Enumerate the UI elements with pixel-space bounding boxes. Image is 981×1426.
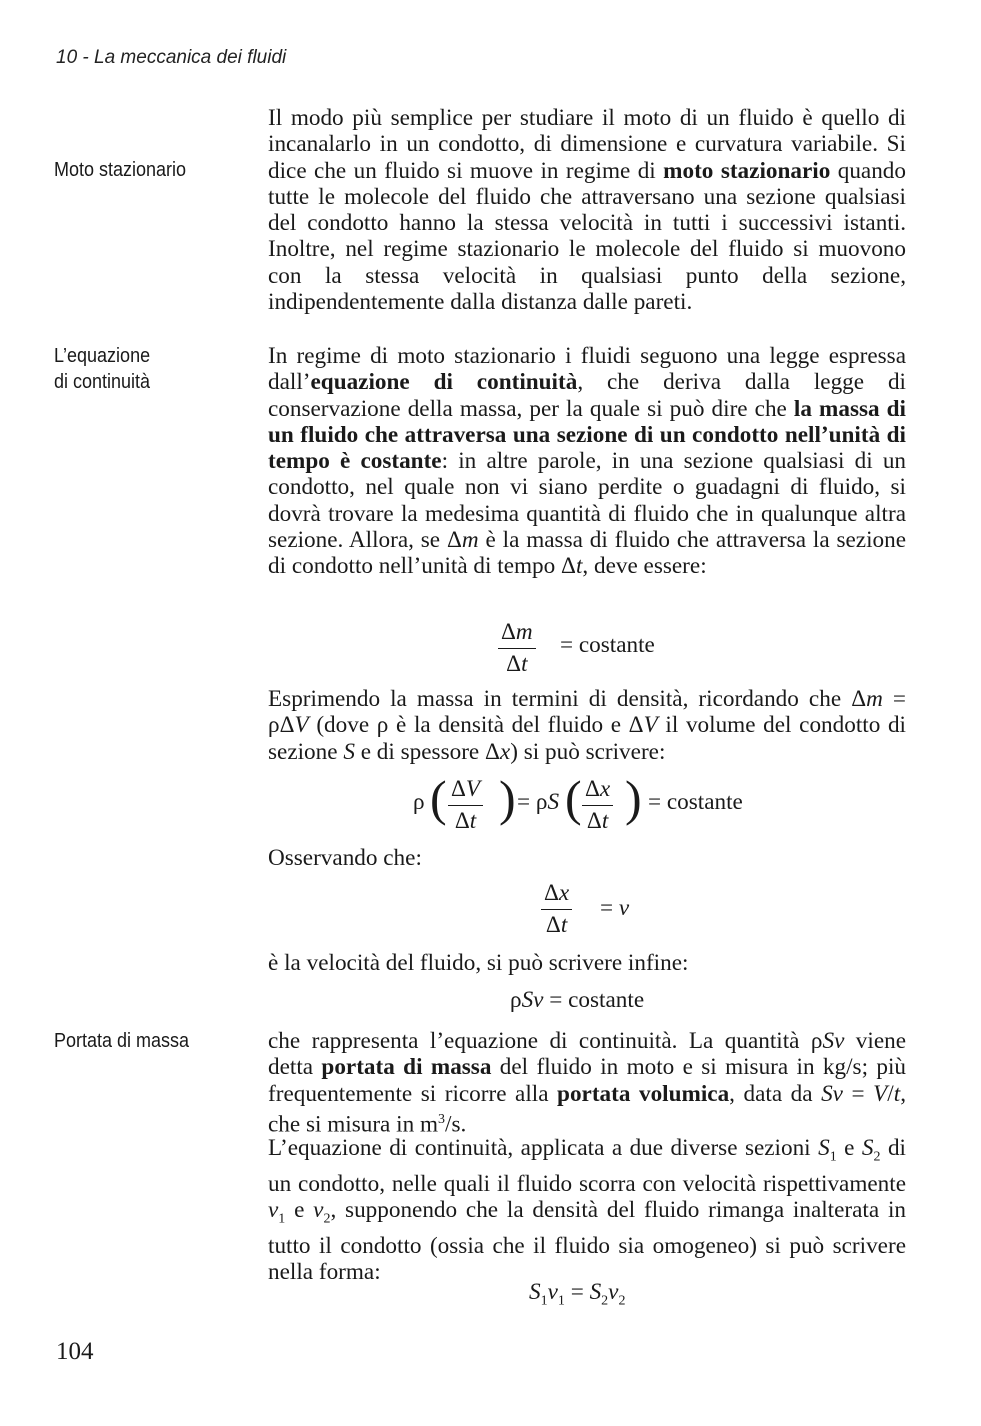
equation-rho-sv: ρSv = costante	[510, 987, 645, 1013]
equation-rhs: = costante	[560, 632, 655, 658]
margin-note-portata: Portata di massa	[54, 1030, 190, 1052]
paragraph-velocita: è la velocità del fluido, si può scrivere infine:	[268, 950, 689, 976]
margin-note-line: di continuità	[54, 371, 151, 393]
equation-s1v1-s2v2: $S_1v_1 = S_2v_2$	[529, 1279, 626, 1309]
paragraph-densita: Esprimendo la massa in termini di densità, ricordando che Δm = ρΔV (dove ρ è la densità del fluido e ΔV il volume del condotto di sezione S e di spessore Δx) si può scrivere:	[268, 686, 907, 765]
running-head: 10 - La meccanica dei fluidi	[56, 47, 287, 68]
margin-note-moto-stazionario: Moto stazionario	[54, 159, 187, 181]
page-number: 104	[56, 1338, 94, 1365]
margin-note-line: L’equazione	[54, 345, 151, 367]
equation-dm-dt: Δm Δt	[498, 619, 536, 678]
equation-dx-dt: Δx Δt	[541, 880, 572, 939]
paragraph-equazione-continuita: In regime di moto stazionario i fluidi seguono una legge espressa dall’equazione di continuità, che deriva dalla legge di conservazione della massa, per la quale si può dire che la massa di un fluido che attraversa una sezione di un condotto nell’unità di tempo è costante: in altre parole, in una sezione qualsiasi di un condotto, nel quale non vi siano perdite o guadagni di fluido, si dovrà trovare la medesima quantità di fluido che in qualunque altra sezione. Allora, se Δm è la massa di fluido che attraversa la sezione di condotto nell’unità di tempo Δt, deve essere:	[268, 343, 907, 580]
paragraph-sezioni: L’equazione di continuità, applicata a due diverse sezioni $S_1$ e $S_2$ di un condotto, nelle quali il fluido scorra con velocità rispettivamente $v_1$ e $v_2$, supponendo che la densità del fluido rimanga inalterata in tutto il condotto (ossia che il fluido sia omogeneo) si può scrivere nella forma:	[268, 1135, 906, 1286]
equation-velocity: = v	[600, 895, 630, 921]
paragraph-portata: che rappresenta l’equazione di continuità. La quantità ρSv viene detta portata di massa del fluido in moto e si misura in kg/s; più frequentemente si ricorre alla portata volumica, data da Sv = V/t, che si misura in $m^3/s$.	[268, 1028, 907, 1138]
paragraph-moto-stazionario: Il modo più semplice per studiare il moto di un fluido è quello di incanalarlo in un condotto, di dimensione e curvatura variabile. Si dice che un fluido si muove in regime di moto stazionario quando tutte le molecole del fluido che attraversano una sezione qualsiasi del condotto hanno la stessa velocità in tutti i successivi istanti. Inoltre, nel regime stazionario le molecole del fluido si muovono con la stessa velocità in qualsiasi punto della sezione, indipendentemente dalla distanza dalle pareti.	[268, 105, 906, 316]
paragraph-osservando: Osservando che:	[268, 845, 422, 871]
margin-note-equazione	[54, 343, 150, 395]
